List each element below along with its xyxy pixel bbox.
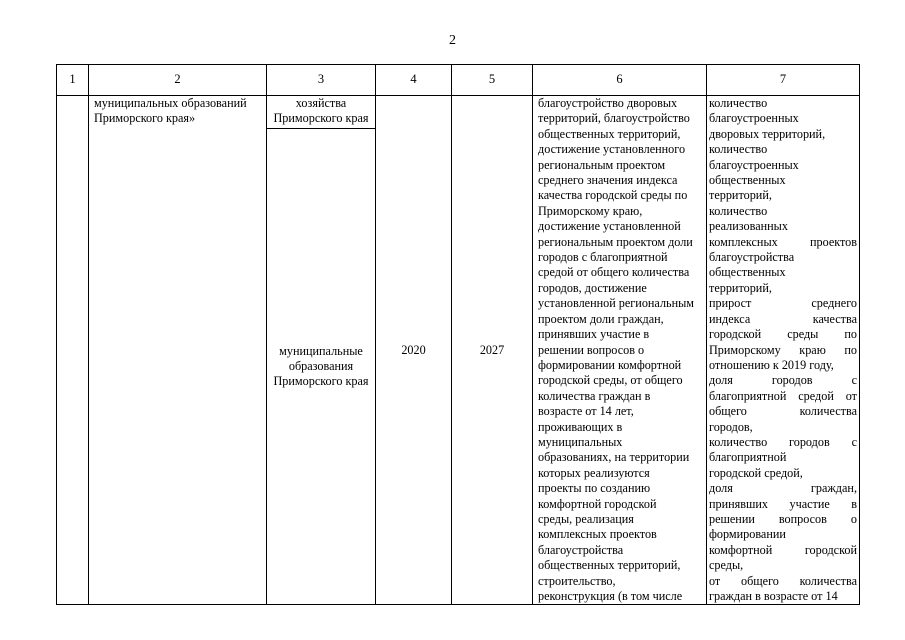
activities-line: региональным проектом доли bbox=[538, 234, 693, 249]
activities-line: качества городской среды по bbox=[538, 188, 688, 203]
activities-line: проекты по созданию bbox=[538, 481, 651, 496]
activities-line: благоустройство дворовых bbox=[538, 96, 678, 110]
activities-line: образованиях, на территории bbox=[538, 450, 690, 465]
executor-top-line-1: хозяйства bbox=[295, 96, 347, 110]
indicators-line: городов, bbox=[709, 419, 753, 434]
activities-line: городов с благоприятной bbox=[538, 250, 668, 265]
indicators-line: доля граждан, bbox=[709, 481, 857, 496]
indicators-line: среды, bbox=[709, 558, 744, 573]
indicators-line: формировании bbox=[709, 527, 786, 542]
table-row bbox=[57, 96, 860, 129]
indicators-line: принявших участие в bbox=[709, 496, 857, 511]
activities-line: благоустройства bbox=[538, 542, 624, 557]
indicators-line: благоустроенных bbox=[709, 157, 799, 172]
activities-line: городов, достижение bbox=[538, 280, 647, 295]
activities-line: установленной региональным bbox=[538, 296, 695, 311]
header-cell-4: 4 bbox=[376, 65, 452, 96]
cell-start-year: 2020 bbox=[376, 96, 452, 605]
executor-bottom-line-2: образования bbox=[288, 359, 354, 373]
page-number: 2 bbox=[449, 33, 456, 48]
indicators-line: благоустройства bbox=[709, 250, 795, 265]
indicators-line: количество bbox=[709, 142, 768, 157]
indicators-line: реализованных bbox=[709, 219, 788, 234]
indicators-line: дворовых территорий, bbox=[709, 126, 826, 141]
activities-line: территорий, благоустройство bbox=[538, 111, 690, 126]
indicators-line: количество bbox=[709, 96, 768, 110]
activities-line: муниципальных bbox=[538, 434, 623, 449]
indicators-line: Приморскому краю по bbox=[709, 342, 857, 357]
indicators-line: решении вопросов о bbox=[709, 511, 857, 526]
activities-line: комфортной городской bbox=[538, 496, 657, 511]
activities-line: проживающих в bbox=[538, 419, 623, 434]
indicators-line: городской средой, bbox=[709, 465, 803, 480]
indicators-line: общественных bbox=[709, 173, 786, 188]
cell-executor-bottom bbox=[267, 129, 376, 605]
activities-line: количества граждан в bbox=[538, 388, 651, 403]
activities-line: городской среды, от общего bbox=[538, 373, 683, 388]
activities-line: региональным проектом bbox=[538, 157, 666, 172]
activities-text bbox=[538, 96, 704, 604]
executor-bottom-line-3: Приморского края bbox=[273, 374, 369, 389]
program-name-line-2: Приморского края» bbox=[94, 111, 196, 126]
indicators-line: количество городов с bbox=[709, 434, 857, 449]
cell-program-name bbox=[89, 96, 267, 605]
cell-number bbox=[57, 96, 89, 605]
activities-line: средой от общего количества bbox=[538, 265, 690, 280]
activities-line: среды, реализация bbox=[538, 511, 634, 526]
indicators-line: территорий, bbox=[709, 280, 772, 295]
activities-line: принявших участие в bbox=[538, 327, 650, 342]
activities-line: общественных территорий, bbox=[538, 126, 681, 141]
activities-line: формировании комфортной bbox=[538, 357, 682, 372]
activities-line: реконструкция (в том числе bbox=[538, 589, 683, 603]
indicators-line: благоприятной средой от bbox=[709, 388, 857, 403]
indicators-line: доля городов с bbox=[709, 373, 857, 388]
indicators-line: территорий, bbox=[709, 188, 772, 203]
indicators-line: прирост среднего bbox=[709, 296, 857, 311]
indicators-line: благоустроенных bbox=[709, 111, 799, 126]
program-table bbox=[56, 64, 860, 605]
program-name-line-1: муниципальных образований bbox=[94, 96, 247, 110]
header-row bbox=[57, 65, 860, 96]
indicators-line: индекса качества bbox=[709, 311, 857, 326]
header-cell-3: 3 bbox=[267, 65, 376, 96]
cell-indicators bbox=[707, 96, 860, 605]
header-cell-1: 1 bbox=[57, 65, 89, 96]
activities-line: которых реализуются bbox=[538, 465, 650, 480]
indicators-line: комплексных проектов bbox=[709, 234, 857, 249]
indicators-line: от общего количества bbox=[709, 573, 857, 588]
activities-line: Приморскому краю, bbox=[538, 203, 643, 218]
header-cell-6: 6 bbox=[533, 65, 707, 96]
executor-top-line-2: Приморского края bbox=[273, 111, 369, 126]
executor-bottom-line-1: муниципальные bbox=[279, 343, 363, 358]
cell-activities bbox=[533, 96, 707, 605]
activities-line: достижение установленного bbox=[538, 142, 686, 157]
activities-line: решении вопросов о bbox=[538, 342, 645, 357]
indicators-line: общего количества bbox=[709, 404, 857, 419]
header-cell-5: 5 bbox=[452, 65, 533, 96]
indicators-line: благоприятной bbox=[709, 450, 787, 465]
activities-line: комплексных проектов bbox=[538, 527, 657, 542]
activities-line: возрасте от 14 лет, bbox=[538, 404, 634, 419]
activities-line: достижение установленной bbox=[538, 219, 681, 234]
indicators-line: комфортной городской bbox=[709, 542, 857, 557]
indicators-line: количество bbox=[709, 203, 768, 218]
indicators-line: отношению к 2019 году, bbox=[709, 357, 834, 372]
cell-end-year: 2027 bbox=[452, 96, 533, 605]
cell-executor-top bbox=[267, 96, 376, 129]
indicators-line: городской среды по bbox=[709, 327, 857, 342]
activities-line: общественных территорий, bbox=[538, 558, 681, 573]
indicators-text bbox=[709, 96, 857, 604]
activities-line: среднего значения индекса bbox=[538, 173, 678, 188]
indicators-line: граждан в возрасте от 14 bbox=[709, 589, 838, 603]
activities-line: проектом доли граждан, bbox=[538, 311, 664, 326]
activities-line: строительство, bbox=[538, 573, 616, 588]
header-cell-7: 7 bbox=[707, 65, 860, 96]
indicators-line: общественных bbox=[709, 265, 786, 280]
header-cell-2: 2 bbox=[89, 65, 267, 96]
